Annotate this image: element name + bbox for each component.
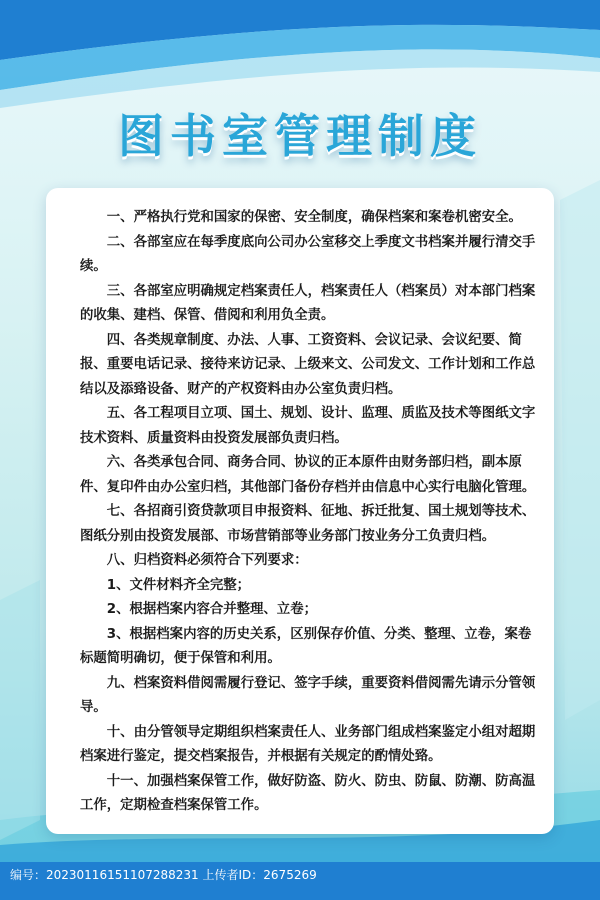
rule-paragraph: 一、严格执行党和国家的保密、安全制度，确保档案和案卷机密安全。 (106, 210, 522, 225)
rule-paragraph: 十、由分管领导定期组织档案责任人、业务部门组成档案鉴定小组对超期档案进行鉴定，提交档案报告，并根据有关规定的酌情处臵。 (80, 724, 536, 764)
rule-paragraph: 四、各类规章制度、办法、人事、工资资料、会议记录、会议纪要、简报、重要电话记录、接待来访记录、上级来文、公司发文、工作计划和工作总结以及添臵设备、财产的产权资料由办公室负责归档。 (80, 332, 536, 397)
rule-paragraph: 2、根据档案内容合并整理、立卷； (106, 602, 317, 617)
rule-paragraph: 二、各部室应在每季度底向公司办公室移交上季度文书档案并履行清交手续。 (80, 234, 536, 274)
rule-paragraph: 3、根据档案内容的历史关系，区别保存价值、分类、整理、立卷，案卷标题简明确切，便于保管和利用。 (80, 626, 532, 666)
rule-paragraph: 五、各工程项目立项、国土、规划、设计、监理、质监及技术等图纸文字技术资料、质量资料由投资发展部负责归档。 (80, 406, 536, 446)
footer-id-text: 编号：20230116151107288231 上传者ID：2675269 (10, 868, 317, 882)
rule-paragraph: 八、归档资料必须符合下列要求： (106, 553, 308, 568)
rule-paragraph: 七、各招商引资贷款项目申报资料、征地、拆迁批复、国土规划等技术、图纸分别由投资发展部、市场营销部等业务部门按业务分工负责归档。 (80, 504, 536, 544)
rule-paragraph: 九、档案资料借阅需履行登记、签字手续，重要资料借阅需先请示分管领导。 (80, 675, 536, 715)
page-title: 图书室管理制度 (118, 109, 482, 163)
rule-paragraph: 三、各部室应明确规定档案责任人，档案责任人（档案员）对本部门档案的收集、建档、保管、借阅和利用负全责。 (80, 283, 536, 323)
rule-paragraph: 1、文件材料齐全完整； (106, 577, 251, 593)
rules-text (80, 206, 540, 819)
rule-paragraph: 十一、加强档案保管工作，做好防盗、防火、防虫、防鼠、防潮、防高温工作，定期检查档案保管工作。 (80, 773, 536, 813)
rule-paragraph: 六、各类承包合同、商务合同、协议的正本原件由财务部归档，副本原件、复印件由办公室归档，其他部门备份存档并由信息中心实行电脑化管理。 (80, 455, 536, 495)
